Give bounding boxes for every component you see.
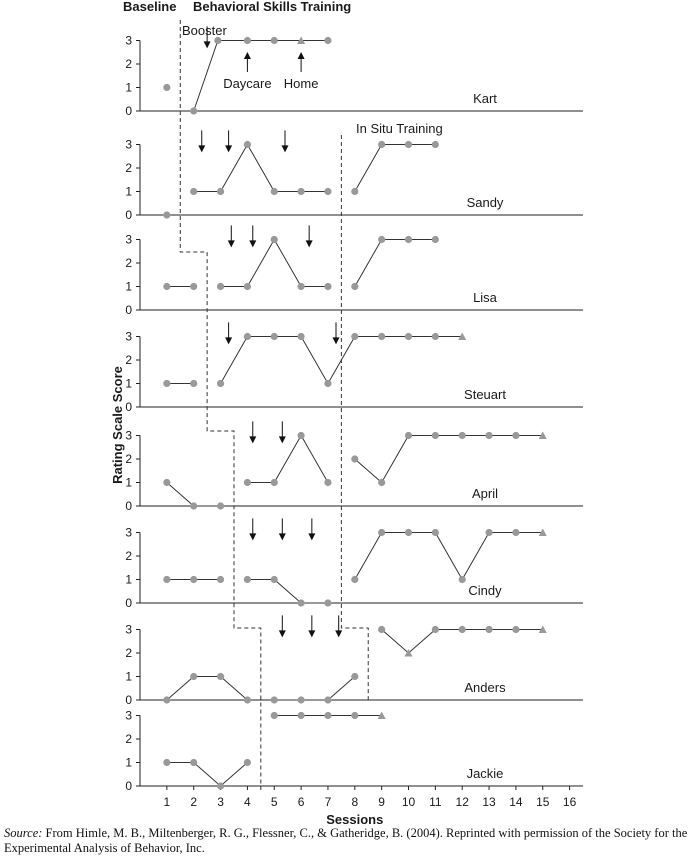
y-tick-label: 1 [125, 80, 132, 95]
data-point [378, 141, 385, 148]
setting-arrowhead [298, 52, 305, 59]
booster-arrowhead [204, 41, 211, 48]
data-point [163, 283, 170, 290]
x-tick-label: 10 [401, 795, 416, 809]
participant-label: Jackie [466, 766, 504, 782]
data-point [351, 576, 358, 583]
series-line [355, 145, 436, 192]
data-point [378, 333, 385, 340]
x-tick-label: 11 [429, 795, 442, 809]
y-tick-label: 2 [125, 57, 132, 71]
series-line [194, 145, 328, 192]
y-tick-label: 1 [125, 279, 132, 294]
participant-label: Sandy [466, 195, 504, 211]
data-point [298, 283, 305, 290]
y-tick-label: 0 [125, 779, 132, 793]
data-point [324, 712, 331, 719]
data-point [512, 626, 519, 633]
data-point [324, 696, 331, 703]
x-tick-label: 2 [190, 795, 198, 809]
data-point [432, 333, 439, 340]
data-point [512, 529, 519, 536]
y-tick-label: 3 [125, 428, 132, 443]
y-tick-label: 1 [125, 376, 132, 391]
data-point [378, 236, 385, 243]
data-point [351, 333, 358, 340]
x-tick-label: 12 [455, 795, 469, 809]
participant-label: Steuart [464, 387, 506, 403]
y-tick-label: 3 [125, 33, 132, 48]
data-point [485, 432, 492, 439]
panel-steuart-axes [125, 330, 583, 415]
data-point [432, 141, 439, 148]
data-point [298, 432, 305, 439]
data-point [271, 37, 278, 44]
booster-arrowhead [308, 533, 315, 540]
booster-label: Booster [182, 23, 227, 38]
setting-arrowhead [244, 52, 251, 59]
y-tick-label: 0 [125, 693, 132, 707]
data-point [324, 37, 331, 44]
booster-arrowhead [198, 145, 205, 152]
series-line [355, 436, 543, 483]
y-axis-label: Rating Scale Score [110, 366, 125, 484]
data-point [190, 502, 197, 509]
booster-arrowhead [335, 630, 342, 637]
data-point [432, 236, 439, 243]
x-tick-label: 15 [536, 795, 550, 809]
y-tick-label: 3 [125, 708, 132, 723]
data-point [271, 712, 278, 719]
data-point [271, 696, 278, 703]
data-point [459, 626, 466, 633]
data-point [432, 529, 439, 536]
y-tick-label: 1 [125, 669, 132, 684]
panel-kart-axes [125, 34, 583, 119]
data-point [190, 188, 197, 195]
daycare-label: Daycare [223, 76, 272, 91]
booster-arrowhead [249, 240, 256, 247]
series-line [355, 240, 436, 287]
booster-arrowhead [281, 145, 288, 152]
data-point [217, 502, 224, 509]
data-point [405, 141, 412, 148]
data-point [190, 673, 197, 680]
data-point [512, 432, 519, 439]
x-tick-label: 16 [562, 795, 577, 809]
x-tick-label: 6 [297, 795, 305, 809]
data-point [244, 37, 251, 44]
data-point [190, 576, 197, 583]
y-tick-label: 3 [125, 329, 132, 344]
data-point [271, 479, 278, 486]
data-point [163, 211, 170, 218]
y-tick-label: 2 [125, 256, 132, 270]
baseline-header: Baseline [123, 0, 177, 14]
panel-sandy-axes [125, 138, 583, 223]
y-tick-label: 0 [125, 596, 132, 610]
treatment-header: Behavioral Skills Training [193, 0, 352, 14]
data-point [217, 380, 224, 387]
data-point [190, 759, 197, 766]
booster-arrowhead [228, 240, 235, 247]
data-point [485, 626, 492, 633]
data-point [244, 759, 251, 766]
data-point [217, 673, 224, 680]
data-point [351, 455, 358, 462]
booster-arrowhead [225, 337, 232, 344]
booster-arrowhead [225, 145, 232, 152]
data-point [244, 283, 251, 290]
data-point [190, 107, 197, 114]
data-point [351, 712, 358, 719]
data-point [298, 333, 305, 340]
data-point [271, 576, 278, 583]
data-point [459, 432, 466, 439]
x-tick-label: 5 [270, 795, 278, 809]
participant-label: Lisa [473, 290, 497, 306]
x-tick-label: 3 [217, 795, 224, 809]
series-line [247, 580, 328, 604]
x-tick-label: 8 [351, 795, 359, 809]
data-point [405, 236, 412, 243]
data-point [485, 529, 492, 536]
panel-cindy-axes [125, 526, 583, 611]
x-tick-label: 1 [163, 795, 171, 809]
data-point [244, 696, 251, 703]
series-line [167, 763, 248, 787]
in-situ-training-label: In Situ Training [356, 121, 443, 136]
x-tick-label: 4 [244, 795, 251, 809]
data-point [271, 333, 278, 340]
data-point [324, 188, 331, 195]
y-tick-label: 1 [125, 475, 132, 490]
data-point [244, 333, 251, 340]
y-tick-label: 2 [125, 646, 132, 660]
y-tick-label: 1 [125, 572, 132, 587]
y-tick-label: 2 [125, 161, 132, 175]
y-tick-label: 0 [125, 303, 132, 317]
y-tick-label: 3 [125, 137, 132, 152]
data-point [324, 283, 331, 290]
booster-arrowhead [333, 337, 340, 344]
participant-label: April [471, 486, 499, 502]
panel-lisa-axes [125, 233, 583, 318]
data-point [217, 576, 224, 583]
data-point [163, 479, 170, 486]
data-layer [163, 26, 547, 789]
booster-arrowhead [308, 630, 315, 637]
data-point [298, 712, 305, 719]
source-label: Source: [4, 826, 43, 840]
x-tick-label: 13 [482, 795, 496, 809]
data-point [298, 599, 305, 606]
participant-label: Kart [473, 91, 497, 107]
data-point [324, 380, 331, 387]
data-point [163, 696, 170, 703]
x-tick-label: 7 [324, 795, 332, 809]
x-tick-label: 9 [378, 795, 385, 809]
data-point [298, 696, 305, 703]
y-tick-label: 2 [125, 732, 132, 746]
data-point [163, 576, 170, 583]
data-point [324, 479, 331, 486]
data-point [244, 479, 251, 486]
home-label: Home [283, 76, 319, 91]
panel-april-axes [125, 429, 583, 514]
y-tick-label: 3 [125, 232, 132, 247]
booster-arrowhead [306, 240, 313, 247]
y-tick-label: 2 [125, 549, 132, 563]
source-citation [4, 826, 700, 856]
data-point [217, 782, 224, 789]
data-point [298, 188, 305, 195]
data-point [163, 380, 170, 387]
participant-label: Cindy [468, 583, 502, 599]
y-tick-label: 2 [125, 452, 132, 466]
data-point [351, 673, 358, 680]
x-tick-label: 14 [509, 795, 523, 809]
series-line [247, 436, 328, 483]
series-line [274, 677, 355, 701]
data-point [271, 236, 278, 243]
participant-label: Anders [464, 680, 506, 696]
data-point [351, 188, 358, 195]
data-point [459, 576, 466, 583]
y-tick-label: 0 [125, 104, 132, 118]
booster-arrowhead [279, 436, 286, 443]
y-tick-label: 1 [125, 184, 132, 199]
axes-layer [125, 34, 583, 810]
data-point [217, 188, 224, 195]
panel-anders-axes [125, 623, 583, 708]
data-point [378, 626, 385, 633]
data-point [163, 84, 170, 91]
y-tick-label: 0 [125, 400, 132, 414]
booster-arrowhead [249, 436, 256, 443]
booster-arrowhead [249, 533, 256, 540]
y-tick-label: 0 [125, 208, 132, 222]
data-point [405, 529, 412, 536]
y-tick-label: 3 [125, 622, 132, 637]
data-point [351, 283, 358, 290]
data-point [432, 432, 439, 439]
y-tick-label: 1 [125, 755, 132, 770]
data-point [190, 380, 197, 387]
series-line [355, 533, 543, 580]
booster-arrowhead [279, 630, 286, 637]
data-point [405, 432, 412, 439]
source-text: From Himle, M. B., Miltenberger, R. G., Flessner, C., & Gatheridge, B. (2004). Reprinted with permission of the Society for the Experimental Analysis of Behavior, Inc. [4, 826, 688, 855]
phase-change-lines [180, 20, 368, 790]
data-point [163, 759, 170, 766]
y-tick-label: 3 [125, 525, 132, 540]
panel-jackie-axes [125, 709, 583, 810]
x-axis-label: Sessions [326, 812, 384, 827]
data-point [378, 529, 385, 536]
data-point [324, 599, 331, 606]
data-point [405, 333, 412, 340]
data-point [378, 479, 385, 486]
data-point [244, 576, 251, 583]
data-point [244, 141, 251, 148]
series-line [167, 677, 248, 701]
series-line [221, 240, 328, 287]
data-point [271, 188, 278, 195]
y-tick-label: 2 [125, 353, 132, 367]
data-point [217, 283, 224, 290]
bst-in-situ-phase-line [341, 135, 368, 703]
booster-arrowhead [279, 533, 286, 540]
data-point [190, 283, 197, 290]
data-point [432, 626, 439, 633]
y-tick-label: 0 [125, 499, 132, 513]
